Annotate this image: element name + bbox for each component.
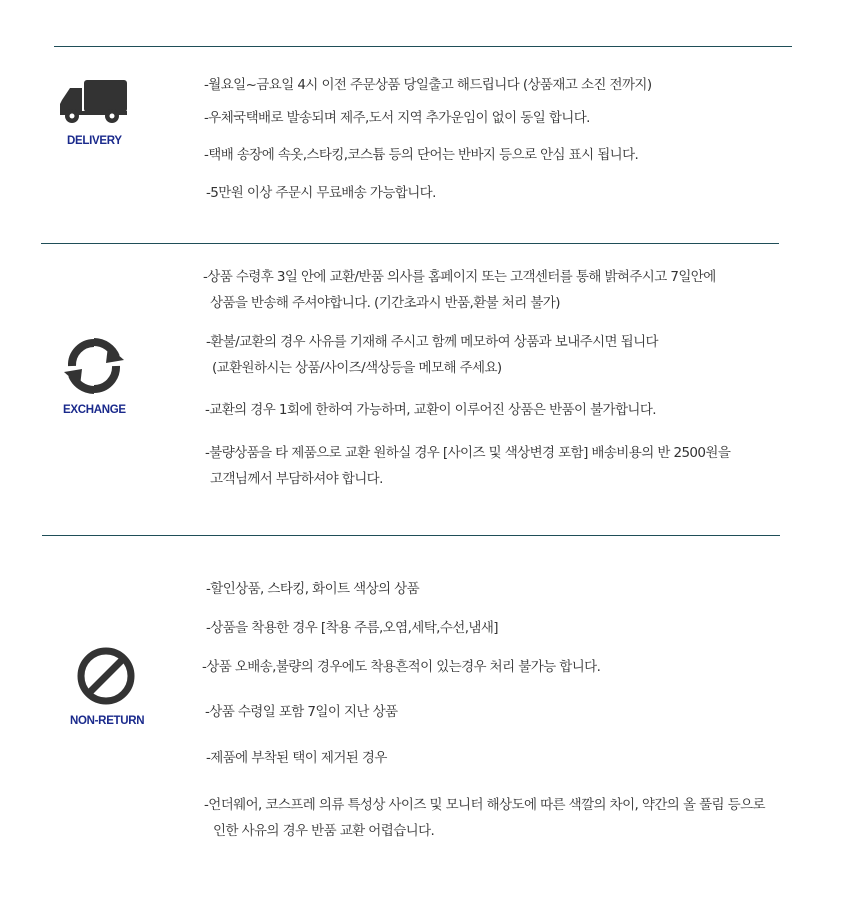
section-divider-top: [54, 46, 792, 47]
exchange-line-4: (교환원하시는 상품/사이즈/색상등을 메모해 주세요): [212, 360, 502, 376]
delivery-line-3: -택배 송장에 속옷,스타킹,코스튬 등의 단어는 반바지 등으로 안심 표시 됩니다.: [204, 147, 639, 163]
exchange-line-7: 고객님께서 부담하셔야 합니다.: [210, 471, 383, 487]
non-return-line-3: -상품 오배송,불량의 경우에도 착용흔적이 있는경우 처리 불가능 합니다.: [202, 659, 601, 675]
delivery-label: DELIVERY: [67, 135, 122, 147]
delivery-line-2: -우체국택배로 발송되며 제주,도서 지역 추가운임이 없이 동일 합니다.: [204, 110, 590, 126]
exchange-line-2: 상품을 반송해 주셔야합니다. (기간초과시 반품,환불 처리 불가): [210, 295, 560, 311]
non-return-line-6: -언더웨어, 코스프레 의류 특성상 사이즈 및 모니터 해상도에 따른 색깔의 차이, 약간의 올 풀림 등으로: [204, 797, 765, 813]
refresh-icon: [64, 336, 124, 396]
truck-icon: [58, 78, 130, 126]
exchange-line-3: -환불/교환의 경우 사유를 기재해 주시고 함께 메모하여 상품과 보내주시면 됩니다: [206, 334, 658, 350]
delivery-line-4: -5만원 이상 주문시 무료배송 가능합니다.: [206, 185, 436, 201]
non-return-line-7: 인한 사유의 경우 반품 교환 어렵습니다.: [213, 823, 435, 839]
non-return-line-1: -할인상품, 스타킹, 화이트 색상의 상품: [206, 581, 420, 597]
exchange-line-5: -교환의 경우 1회에 한하여 가능하며, 교환이 이루어진 상품은 반품이 불가합니다.: [205, 402, 656, 418]
exchange-line-6: -불량상품을 타 제품으로 교환 원하실 경우 [사이즈 및 색상변경 포함] 배송비용의 반 2500원을: [205, 445, 731, 461]
section-divider-exchange-nonreturn: [42, 535, 780, 536]
non-return-line-4: -상품 수령일 포함 7일이 지난 상품: [205, 704, 398, 720]
non-return-line-5: -제품에 부착된 택이 제거된 경우: [206, 750, 387, 766]
non-return-line-2: -상품을 착용한 경우 [착용 주름,오염,세탁,수선,냄새]: [206, 620, 498, 636]
non-return-label: NON-RETURN: [70, 715, 145, 727]
exchange-line-1: -상품 수령후 3일 안에 교환/반품 의사를 홈페이지 또는 고객센터를 통해 밝혀주시고 7일안에: [203, 269, 716, 285]
section-divider-delivery-exchange: [41, 243, 779, 244]
delivery-line-1: -월요일~금요일 4시 이전 주문상품 당일출고 해드립니다 (상품재고 소진 전까지): [204, 77, 652, 93]
prohibited-icon: [76, 646, 136, 706]
exchange-label: EXCHANGE: [63, 404, 126, 416]
